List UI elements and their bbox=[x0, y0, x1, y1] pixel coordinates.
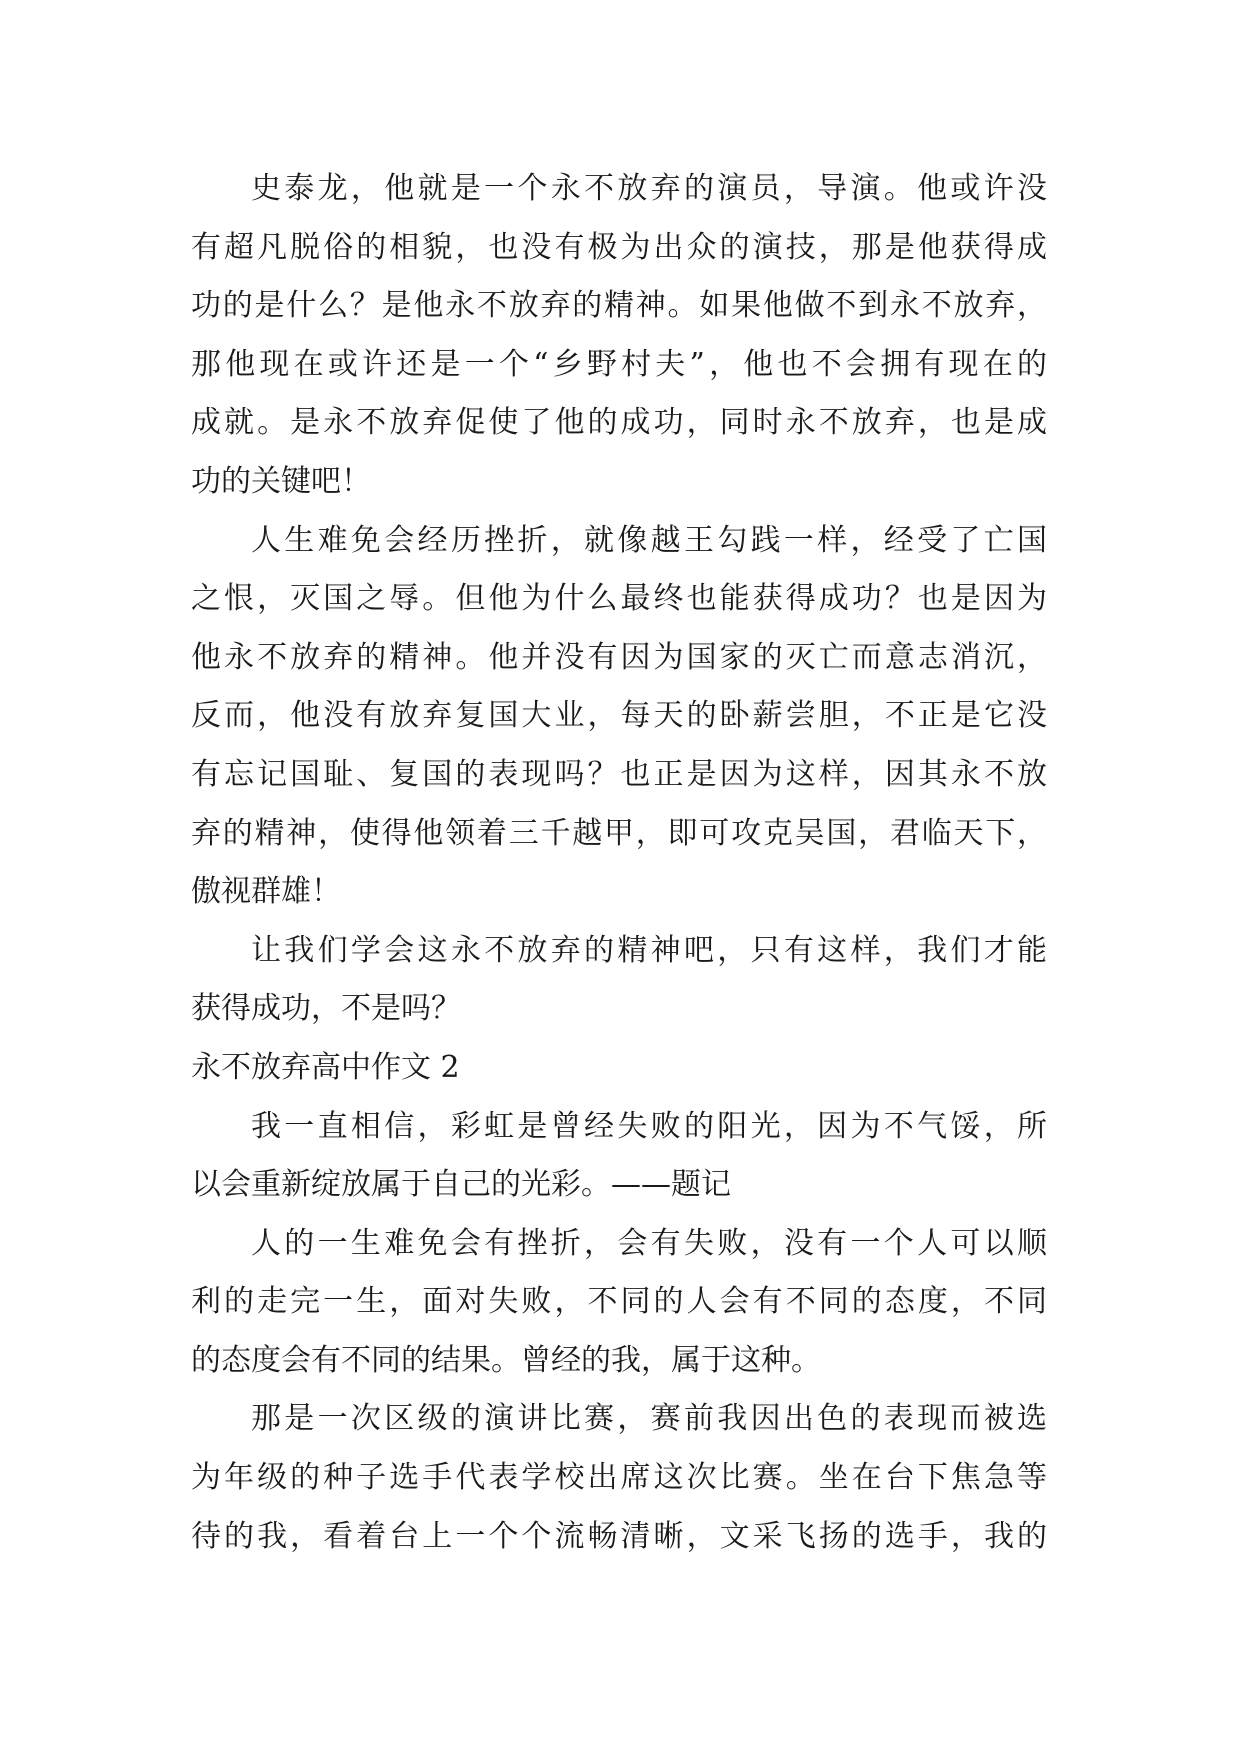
text-line: 让我们学会这永不放弃的精神吧，只有这样，我们才能 bbox=[251, 932, 1047, 968]
paragraph bbox=[191, 1215, 1091, 1391]
paragraph bbox=[191, 1098, 1091, 1215]
document-body bbox=[191, 160, 1091, 1566]
text-line: 那他现在或许还是一个“乡野村夫”，他也不会拥有现在的 bbox=[191, 346, 1047, 382]
text-line: 反而，他没有放弃复国大业，每天的卧薪尝胆，不正是它没 bbox=[191, 698, 1047, 734]
text-line: 史泰龙，他就是一个永不放弃的演员，导演。他或许没 bbox=[251, 171, 1047, 206]
text-line: 弃的精神，使得他领着三千越甲，即可攻克吴国，君临天下， bbox=[191, 815, 1047, 851]
text-line: 有忘记国耻、复国的表现吗？也正是因为这样，因其永不放 bbox=[191, 756, 1047, 792]
text-line: 利的走完一生，面对失败，不同的人会有不同的态度，不同 bbox=[191, 1284, 1047, 1320]
text-line: 功的是什么？是他永不放弃的精神。如果他做不到永不放弃， bbox=[191, 288, 1047, 324]
paragraph bbox=[191, 512, 1091, 922]
text-line: 以会重新绽放属于自己的光彩。——题记 bbox=[191, 1167, 731, 1203]
text-line: 为年级的种子选手代表学校出席这次比赛。坐在台下焦急等 bbox=[191, 1460, 1047, 1496]
section-heading: 永不放弃高中作文 2 bbox=[191, 1049, 460, 1085]
text-line: 傲视群雄！ bbox=[191, 874, 341, 910]
text-line: 我一直相信，彩虹是曾经失败的阳光，因为不气馁，所 bbox=[251, 1108, 1047, 1144]
paragraph bbox=[191, 922, 1091, 1039]
text-line: 的态度会有不同的结果。曾经的我，属于这种。 bbox=[191, 1342, 821, 1378]
paragraph bbox=[191, 160, 1091, 512]
text-line: 成就。是永不放弃促使了他的成功，同时永不放弃，也是成 bbox=[191, 405, 1047, 441]
text-line: 那是一次区级的演讲比赛，赛前我因出色的表现而被选 bbox=[251, 1401, 1047, 1437]
paragraph bbox=[191, 1390, 1091, 1566]
text-line: 待的我，看着台上一个个流畅清晰，文采飞扬的选手，我的 bbox=[191, 1518, 1047, 1554]
text-line: 获得成功，不是吗？ bbox=[191, 991, 461, 1027]
text-line: 他永不放弃的精神。他并没有因为国家的灭亡而意志消沉， bbox=[191, 639, 1047, 675]
text-line: 功的关键吧！ bbox=[191, 463, 371, 499]
text-line: 有超凡脱俗的相貌，也没有极为出众的演技，那是他获得成 bbox=[191, 229, 1047, 265]
text-line: 人生难免会经历挫折，就像越王勾践一样，经受了亡国 bbox=[251, 522, 1047, 558]
text-line: 之恨，灭国之辱。但他为什么最终也能获得成功？也是因为 bbox=[191, 581, 1047, 617]
text-line: 人的一生难免会有挫折，会有失败，没有一个人可以顺 bbox=[251, 1225, 1047, 1261]
